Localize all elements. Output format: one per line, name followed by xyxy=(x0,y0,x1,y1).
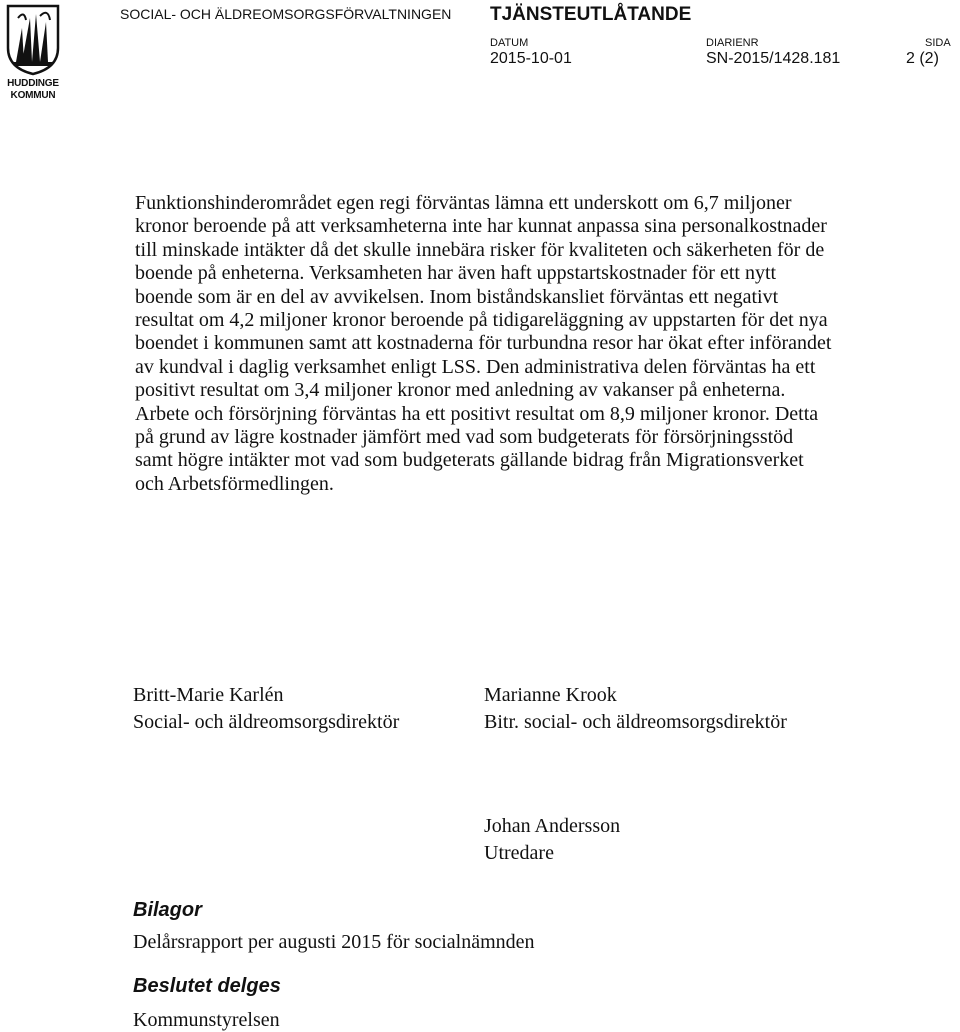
organization-name: SOCIAL- OCH ÄLDREOMSORGSFÖRVALTNINGEN xyxy=(120,6,452,22)
document-type: TJÄNSTEUTLÅTANDE xyxy=(490,4,692,25)
page-label: SIDA xyxy=(925,37,951,49)
date-label: DATUM xyxy=(490,37,529,49)
logo-line-2: KOMMUN xyxy=(10,90,56,101)
attachments-text: Delårsrapport per augusti 2015 för socialnämnden xyxy=(133,931,535,953)
distribution-heading: Beslutet delges xyxy=(133,975,281,997)
ref-label: DIARIENR xyxy=(706,37,759,49)
logo-line-1: HUDDINGE xyxy=(7,78,59,89)
distribution-text: Kommunstyrelsen xyxy=(133,1009,280,1031)
page-value: 2 (2) xyxy=(906,50,939,67)
date-value: 2015-10-01 xyxy=(490,50,572,67)
signatory-title: Bitr. social- och äldreomsorgsdirektör xyxy=(484,711,787,733)
signatory-name: Johan Andersson xyxy=(484,815,621,837)
coat-of-arms-icon xyxy=(2,4,64,76)
municipality-logo xyxy=(2,4,64,108)
body-paragraph: Funktionshinderområdet egen regi förväntas lämna ett underskott om 6,7 miljoner kronor beroende på att verksamheterna inte har kunnat anpassa sina personalkostnader till minskade intäkter då det skulle innebära risker för kvaliteten och säkerheten för de boende på enheterna. Verksamheten har även haft uppstartskostnader för ett nytt boende som är en del av avvikelsen. Inom biståndskansliet förväntas ett negativt resultat om 4,2 miljoner kronor beroende på tidigareläggning av uppstarten för det nya boendet i kommunen samt att kostnaderna för turbundna resor har ökat efter införandet av kundval i daglig verksamhet enligt LSS. Den administrativa delen förväntas ha ett positivt resultat om 3,4 miljoner kronor med anledning av vakanser på enheterna. Arbete och försörjning förväntas ha ett positivt resultat om 8,9 miljoner kronor. Detta på grund av lägre kostnader jämfört med vad som budgeterats för försörjningsstöd samt högre intäkter mot vad som budgeterats gällande bidrag från Migrationsverket och Arbetsförmedlingen. xyxy=(135,192,832,495)
ref-value: SN-2015/1428.181 xyxy=(706,50,841,67)
signatory-name: Britt-Marie Karlén xyxy=(133,684,284,706)
signatory-title: Utredare xyxy=(484,842,554,864)
attachments-heading: Bilagor xyxy=(133,899,202,921)
signatory-name: Marianne Krook xyxy=(484,684,617,706)
signature-block-3 xyxy=(484,813,620,867)
signature-block-2 xyxy=(484,682,787,736)
signature-block-1 xyxy=(133,682,399,736)
signatory-title: Social- och äldreomsorgsdirektör xyxy=(133,711,400,733)
